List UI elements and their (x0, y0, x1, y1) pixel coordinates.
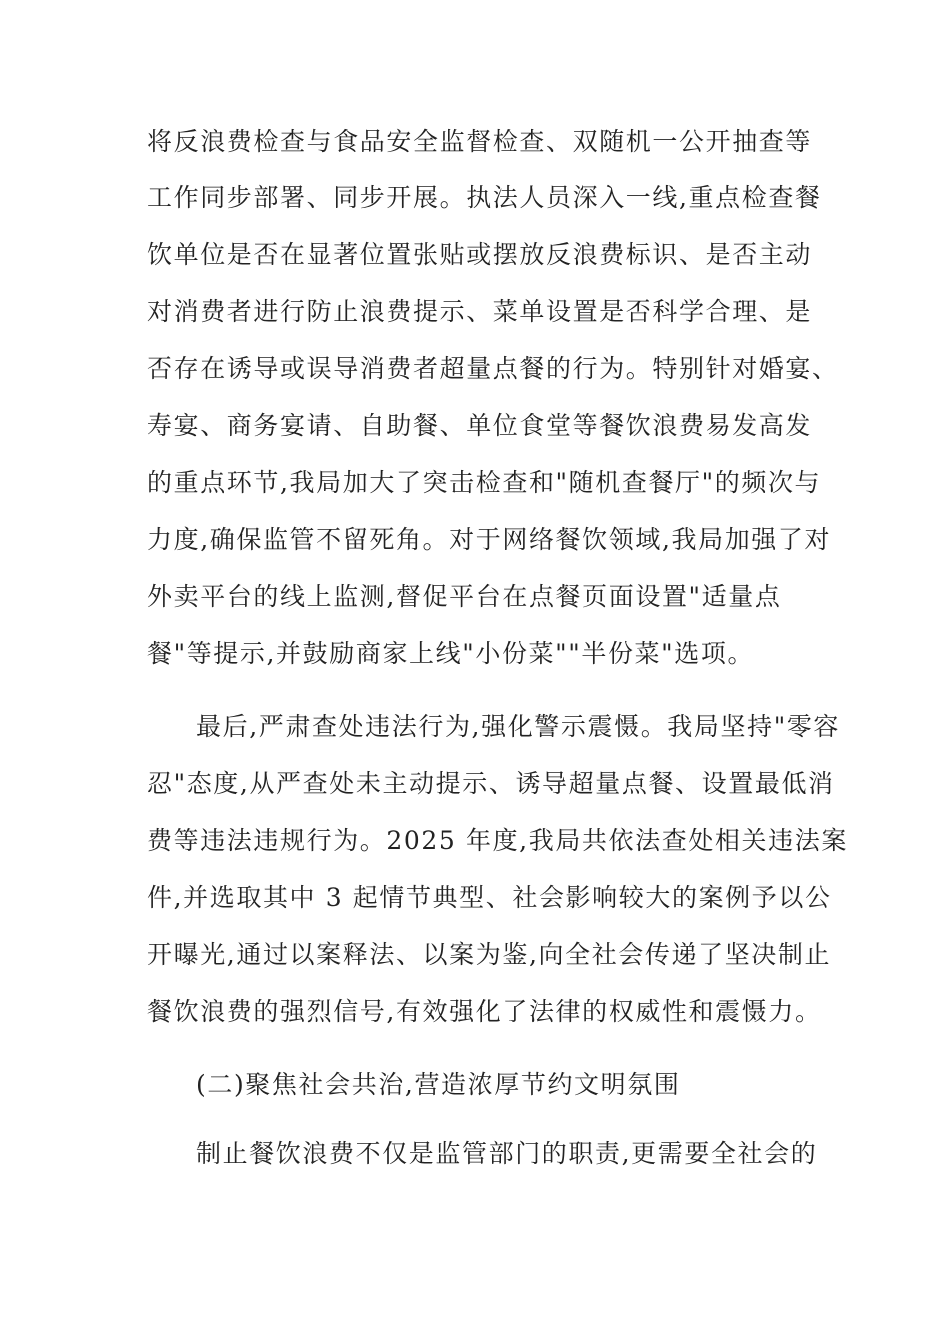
paragraph-1-line-2: 工作同步部署、同步开展。执法人员深入一线,重点检查餐 (147, 183, 822, 212)
paragraph-2-line-4: 件,并选取其中 3 起情节典型、社会影响较大的案例予以公 (147, 883, 832, 912)
paragraph-1-line-7: 的重点环节,我局加大了突击检查和"随机查餐厅"的频次与 (147, 468, 822, 497)
paragraph-2-line-5: 开曝光,通过以案释法、以案为鉴,向全社会传递了坚决制止 (147, 940, 832, 969)
section-heading: (二)聚焦社会共治,营造浓厚节约文明氛围 (196, 1070, 681, 1099)
paragraph-3-line-1: 制止餐饮浪费不仅是监管部门的职责,更需要全社会的 (196, 1139, 818, 1168)
paragraph-1-line-8: 力度,确保监管不留死角。对于网络餐饮领域,我局加强了对 (147, 525, 832, 554)
paragraph-1-line-4: 对消费者进行防止浪费提示、菜单设置是否科学合理、是 (147, 297, 813, 326)
paragraph-1-line-6: 寿宴、商务宴请、自助餐、单位食堂等餐饮浪费易发高发 (147, 411, 813, 440)
paragraph-1-line-10: 餐"等提示,并鼓励商家上线"小份菜""半份菜"选项。 (147, 639, 755, 668)
paragraph-1-line-5: 否存在诱导或误导消费者超量点餐的行为。特别针对婚宴、 (147, 354, 839, 383)
paragraph-2-line-2: 忍"态度,从严查处未主动提示、诱导超量点餐、设置最低消 (147, 769, 835, 798)
paragraph-1-line-3: 饮单位是否在显著位置张贴或摆放反浪费标识、是否主动 (147, 240, 813, 269)
paragraph-1-line-1: 将反浪费检查与食品安全监督检查、双随机一公开抽查等 (147, 127, 813, 156)
paragraph-2-line-3: 费等违法违规行为。2025 年度,我局共依法查处相关违法案 (147, 826, 848, 855)
paragraph-1-line-9: 外卖平台的线上监测,督促平台在点餐页面设置"适量点 (147, 582, 782, 611)
paragraph-2-line-6: 餐饮浪费的强烈信号,有效强化了法律的权威性和震慑力。 (147, 997, 822, 1026)
paragraph-2-line-1: 最后,严肃查处违法行为,强化警示震慑。我局坚持"零容 (196, 712, 840, 741)
